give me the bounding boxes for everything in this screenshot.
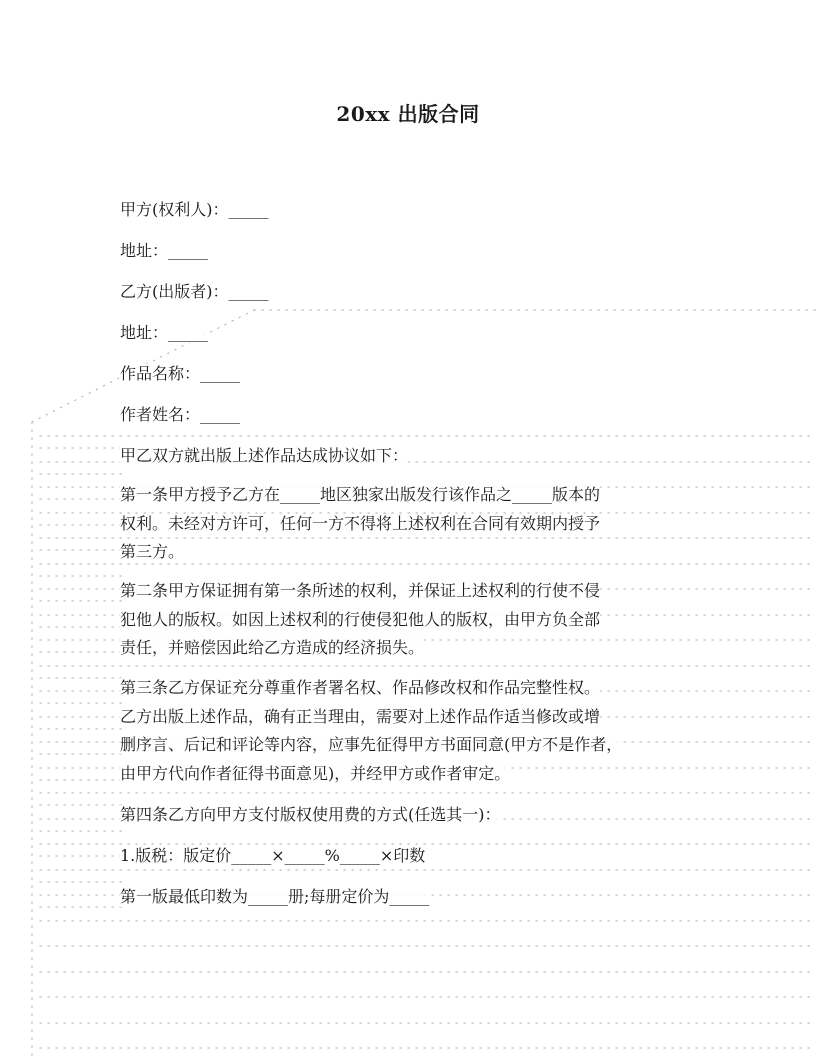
article-1 [120, 481, 690, 567]
article-3-line-4: 由甲方代向作者征得书面意见)，并经甲方或作者审定。 [120, 763, 511, 783]
royalty-formula: 1.版税：版定价_____×_____%_____×印数 [120, 846, 426, 865]
document-title: 20xx 出版合同 [336, 102, 480, 126]
article-2 [120, 577, 690, 663]
article-2-line-2: 犯他人的版权。如因上述权利的行使侵犯他人的版权，由甲方负全部 [120, 609, 601, 629]
party-b-address-field: 地址：_____ [120, 323, 209, 342]
article-2-line-1: 第二条甲方保证拥有第一条所述的权利，并保证上述权利的行使不侵 [120, 581, 601, 600]
author-name-field: 作者姓名：_____ [120, 405, 241, 424]
article-3 [120, 674, 690, 788]
article-3-line-1: 第三条乙方保证充分尊重作者署名权、作品修改权和作品完整性权。 [120, 678, 601, 697]
article-3-line-2: 乙方出版上述作品，确有正当理由，需要对上述作品作适当修改或增 [120, 706, 601, 726]
article-1-line-1: 第一条甲方授予乙方在_____地区独家出版发行该作品之_____版本的 [120, 485, 601, 504]
print-run-price: 第一版最低印数为_____册;每册定价为_____ [120, 887, 430, 906]
article-1-line-2: 权利。未经对方许可，任何一方不得将上述权利在合同有效期内授予 [120, 513, 601, 533]
article-1-line-3: 第三方。 [120, 542, 185, 561]
party-b-field: 乙方(出版者)：_____ [120, 282, 269, 301]
article-3-line-3: 删序言、后记和评论等内容，应事先征得甲方书面同意(甲方不是作者， [120, 735, 623, 754]
article-4: 第四条乙方向甲方支付版权使用费的方式(任选其一)： [120, 805, 501, 824]
article-2-line-3: 责任，并赔偿因此给乙方造成的经济损失。 [120, 638, 425, 657]
work-title-field: 作品名称：_____ [120, 364, 241, 383]
agreement-intro: 甲乙双方就出版上述作品达成协议如下： [120, 446, 409, 465]
party-a-address-field: 地址：_____ [120, 241, 209, 260]
party-a-field: 甲方(权利人)：_____ [120, 200, 269, 219]
